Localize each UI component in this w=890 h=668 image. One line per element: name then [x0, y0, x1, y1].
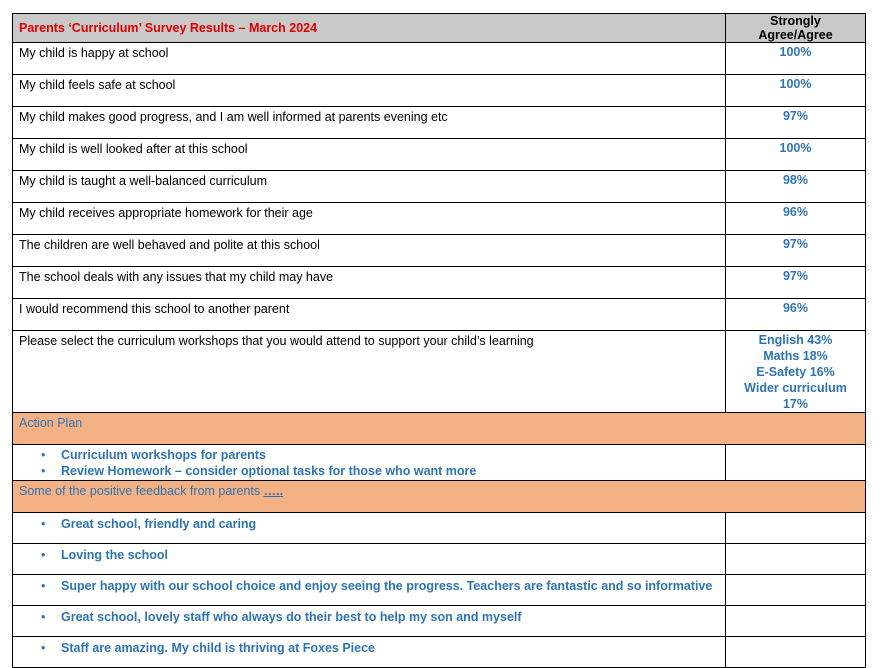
feedback-heading [13, 481, 866, 513]
table-row [13, 575, 866, 606]
empty-cell [726, 575, 866, 606]
table-row [13, 75, 866, 107]
empty-cell [726, 606, 866, 637]
agree-percentage: 100% [726, 43, 866, 75]
feedback-list [19, 577, 719, 595]
feedback-text: Great school, friendly and caring [61, 517, 257, 531]
feedback-text: Super happy with our school choice and enjoy seeing the progress. Teachers are fantastic and so informative [61, 579, 713, 593]
table-row [13, 299, 866, 331]
table-row [13, 544, 866, 575]
table-row [13, 637, 866, 668]
workshop-options [726, 331, 866, 413]
bullet-icon: • [41, 548, 46, 562]
agree-percentage: 97% [726, 107, 866, 139]
workshops-question: Please select the curriculum workshops that you would attend to support your child’s learning [13, 331, 726, 413]
survey-results-table [12, 13, 866, 668]
workshop-option: E-Safety 16% [756, 365, 835, 379]
feedback-cell [13, 544, 726, 575]
empty-cell [726, 445, 866, 481]
list-item [41, 546, 719, 564]
question-text: The children are well behaved and polite at this school [13, 235, 726, 267]
bullet-icon: • [41, 517, 46, 531]
table-row [13, 235, 866, 267]
question-text: I would recommend this school to another parent [13, 299, 726, 331]
workshop-option: English 43% [758, 333, 833, 347]
feedback-cell [13, 606, 726, 637]
list-item [41, 463, 719, 479]
bullet-icon: • [41, 641, 46, 655]
table-row [13, 606, 866, 637]
feedback-text: Great school, lovely staff who always do their best to help my son and myself [61, 610, 522, 624]
feedback-text: Loving the school [61, 548, 168, 562]
bullet-icon: • [41, 610, 46, 624]
table-row [13, 203, 866, 235]
table-row [13, 513, 866, 544]
list-item [41, 515, 719, 533]
feedback-heading-ellipsis: ….. [263, 484, 284, 498]
survey-title-text: Parents ‘Curriculum’ Survey Results – March 2024 [19, 21, 318, 35]
action-plan-list-cell [13, 445, 726, 481]
list-item [41, 577, 719, 595]
agree-percentage: 97% [726, 267, 866, 299]
action-plan-list [19, 447, 719, 479]
agree-percentage: 98% [726, 171, 866, 203]
table-header-row [13, 14, 866, 43]
action-plan-row [13, 445, 866, 481]
feedback-cell [13, 637, 726, 668]
feedback-list [19, 639, 719, 657]
feedback-text: Staff are amazing. My child is thriving at Foxes Piece [61, 641, 375, 655]
agree-percentage: 97% [726, 235, 866, 267]
table-row [13, 139, 866, 171]
table-row [13, 171, 866, 203]
bullet-icon: • [41, 579, 46, 593]
question-text: My child is happy at school [13, 43, 726, 75]
feedback-list [19, 608, 719, 626]
workshops-row [13, 331, 866, 413]
empty-cell [726, 637, 866, 668]
question-text: My child receives appropriate homework for their age [13, 203, 726, 235]
question-text: My child makes good progress, and I am well informed at parents evening etc [13, 107, 726, 139]
action-plan-heading-row [13, 413, 866, 445]
feedback-heading-row [13, 481, 866, 513]
feedback-cell [13, 513, 726, 544]
column-header: Strongly Agree/Agree [726, 14, 866, 43]
feedback-list [19, 515, 719, 533]
feedback-list [19, 546, 719, 564]
feedback-cell [13, 575, 726, 606]
list-item [41, 639, 719, 657]
agree-percentage: 96% [726, 203, 866, 235]
list-item [41, 447, 719, 463]
table-row [13, 267, 866, 299]
workshop-option: Maths 18% [763, 349, 828, 363]
action-item-text: Review Homework – consider optional tasks for those who want more [61, 464, 477, 478]
question-text: My child is taught a well-balanced curriculum [13, 171, 726, 203]
list-item [41, 608, 719, 626]
survey-title [13, 14, 726, 43]
workshop-option: Wider curriculum 17% [744, 381, 847, 411]
feedback-heading-text: Some of the positive feedback from parents [19, 484, 261, 498]
question-text: My child is well looked after at this school [13, 139, 726, 171]
question-text: My child feels safe at school [13, 75, 726, 107]
table-row [13, 43, 866, 75]
empty-cell [726, 513, 866, 544]
empty-cell [726, 544, 866, 575]
agree-percentage: 96% [726, 299, 866, 331]
question-text: The school deals with any issues that my child may have [13, 267, 726, 299]
action-plan-heading: Action Plan [13, 413, 866, 445]
bullet-icon: • [41, 464, 46, 478]
agree-percentage: 100% [726, 139, 866, 171]
table-row [13, 107, 866, 139]
action-item-text: Curriculum workshops for parents [61, 448, 266, 462]
bullet-icon: • [41, 448, 46, 462]
agree-percentage: 100% [726, 75, 866, 107]
